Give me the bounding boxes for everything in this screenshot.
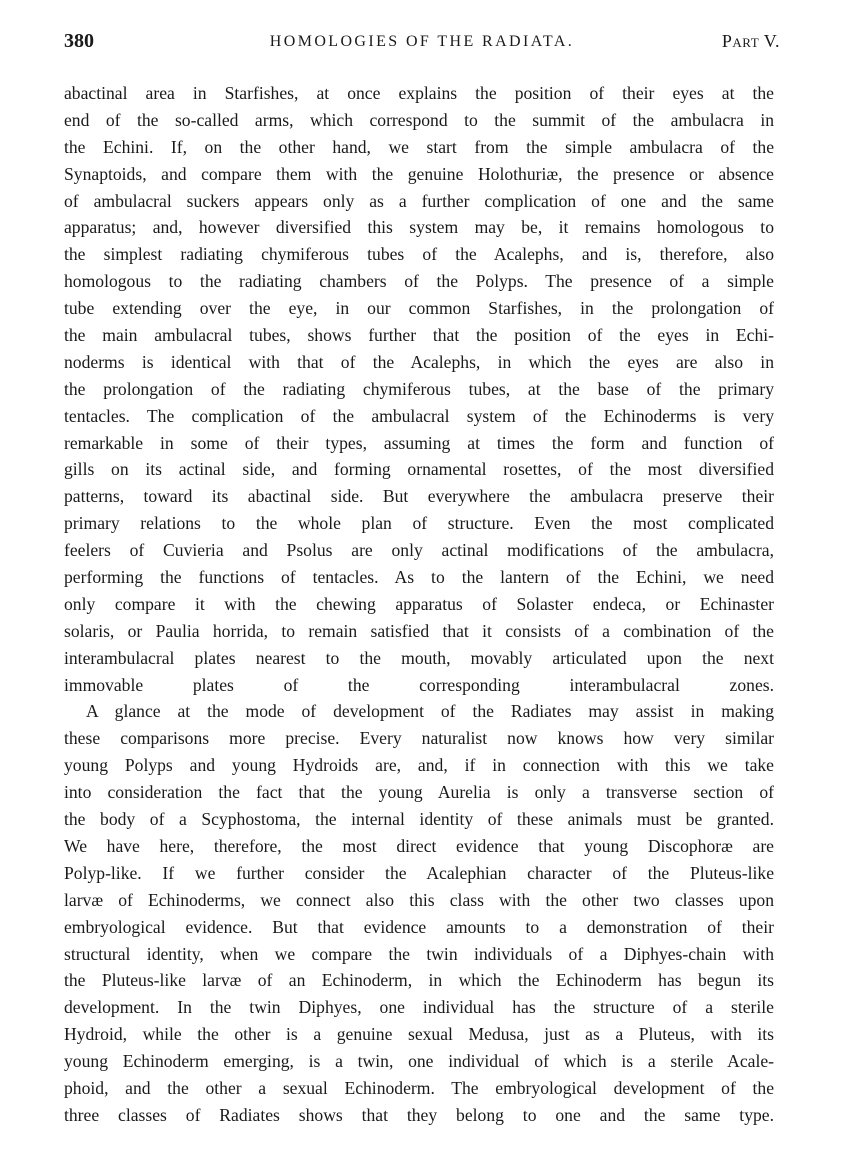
text-line: abactinal area in Starfishes, at once explains the position of their eyes at the (64, 83, 774, 103)
text-line: interambulacral plates nearest to the mouth, movably articulated upon the next (64, 647, 774, 668)
text-line: patterns, toward its abactinal side. But everywhere the ambulacra preserve their (64, 486, 774, 507)
text-line: structural identity, when we compare the twin individuals of a Diphyes-chain with (64, 943, 774, 964)
text-line: larvæ of Echinoderms, we connect also this class with the other two classes upon (64, 889, 774, 910)
text-line: gills on its actinal side, and forming ornamental rosettes, of the most diversified (64, 459, 774, 480)
text-line: noderms is identical with that of the Acalephs, in which the eyes are also in (64, 351, 774, 372)
text-line: Hydroid, while the other is a genuine sexual Medusa, just as a Pluteus, with its (64, 1024, 774, 1045)
text-line: the main ambulacral tubes, shows further that the position of the eyes in Echi- (64, 325, 774, 346)
text-line: A glance at the mode of development of the Radiates may assist in making (86, 701, 774, 722)
text-line: performing the functions of tentacles. As to the lantern of the Echini, we need (64, 567, 774, 588)
text-line: these comparisons more precise. Every naturalist now knows how very similar (64, 728, 774, 749)
text-line: Polyp-like. If we further consider the Acalephian character of the Pluteus-like (64, 862, 774, 883)
text-line: remarkable in some of their types, assuming at times the form and function of (64, 432, 774, 453)
page-number: 380 (64, 30, 94, 52)
body-text (64, 80, 774, 1129)
text-line: tube extending over the eye, in our common Starfishes, in the prolongation of (64, 298, 774, 319)
text-line: the Pluteus-like larvæ of an Echinoderm, in which the Echinoderm has begun its (64, 970, 774, 991)
text-line: the Echini. If, on the other hand, we start from the simple ambulacra of the (64, 136, 774, 157)
text-line: the prolongation of the radiating chymiferous tubes, at the base of the primary (64, 378, 774, 399)
text-line: young Polyps and young Hydroids are, and, if in connection with this we take (64, 755, 774, 776)
text-line: immovable plates of the corresponding interambulacral zones. (64, 674, 774, 695)
text-line: We have here, therefore, the most direct evidence that young Discophoræ are (64, 835, 774, 856)
text-line: the simplest radiating chymiferous tubes of the Acalephs, and is, therefore, also (64, 244, 774, 265)
text-line: development. In the twin Diphyes, one individual has the structure of a sterile (64, 997, 774, 1018)
running-head: HOMOLOGIES OF THE RADIATA. (269, 33, 575, 50)
text-line: tentacles. The complication of the ambulacral system of the Echinoderms is very (64, 405, 774, 426)
text-line: apparatus; and, however diversified this system may be, it remains homologous to (64, 217, 774, 238)
paragraph (64, 80, 774, 698)
part-label: Part V. (721, 31, 780, 51)
text-line: primary relations to the whole plan of structure. Even the most complicated (64, 513, 774, 534)
text-line: end of the so-called arms, which correspond to the summit of the ambulacra in (64, 109, 774, 130)
text-line: feelers of Cuvieria and Psolus are only actinal modifications of the ambulacra, (64, 540, 774, 561)
text-line: young Echinoderm emerging, is a twin, one individual of which is a sterile Acale- (64, 1051, 774, 1072)
text-line: embryological evidence. But that evidence amounts to a demonstration of their (64, 916, 774, 937)
text-line: three classes of Radiates shows that they belong to one and the same type. (64, 1104, 774, 1125)
text-line: homologous to the radiating chambers of the Polyps. The presence of a simple (64, 271, 774, 292)
text-line: the body of a Scyphostoma, the internal identity of these animals must be granted. (64, 809, 774, 830)
text-line: into consideration the fact that the young Aurelia is only a transverse section of (64, 782, 774, 803)
text-line: of ambulacral suckers appears only as a further complication of one and the same (64, 190, 774, 211)
text-line: solaris, or Paulia horrida, to remain satisfied that it consists of a combination of the (64, 620, 774, 641)
text-line: only compare it with the chewing apparatus of Solaster endeca, or Echinaster (64, 593, 774, 614)
paragraph (64, 698, 774, 1128)
text-line: phoid, and the other a sexual Echinoderm. The embryological development of the (64, 1077, 774, 1098)
page-header (64, 30, 780, 60)
text-line: Synaptoids, and compare them with the genuine Holothuriæ, the presence or absence (64, 163, 774, 184)
